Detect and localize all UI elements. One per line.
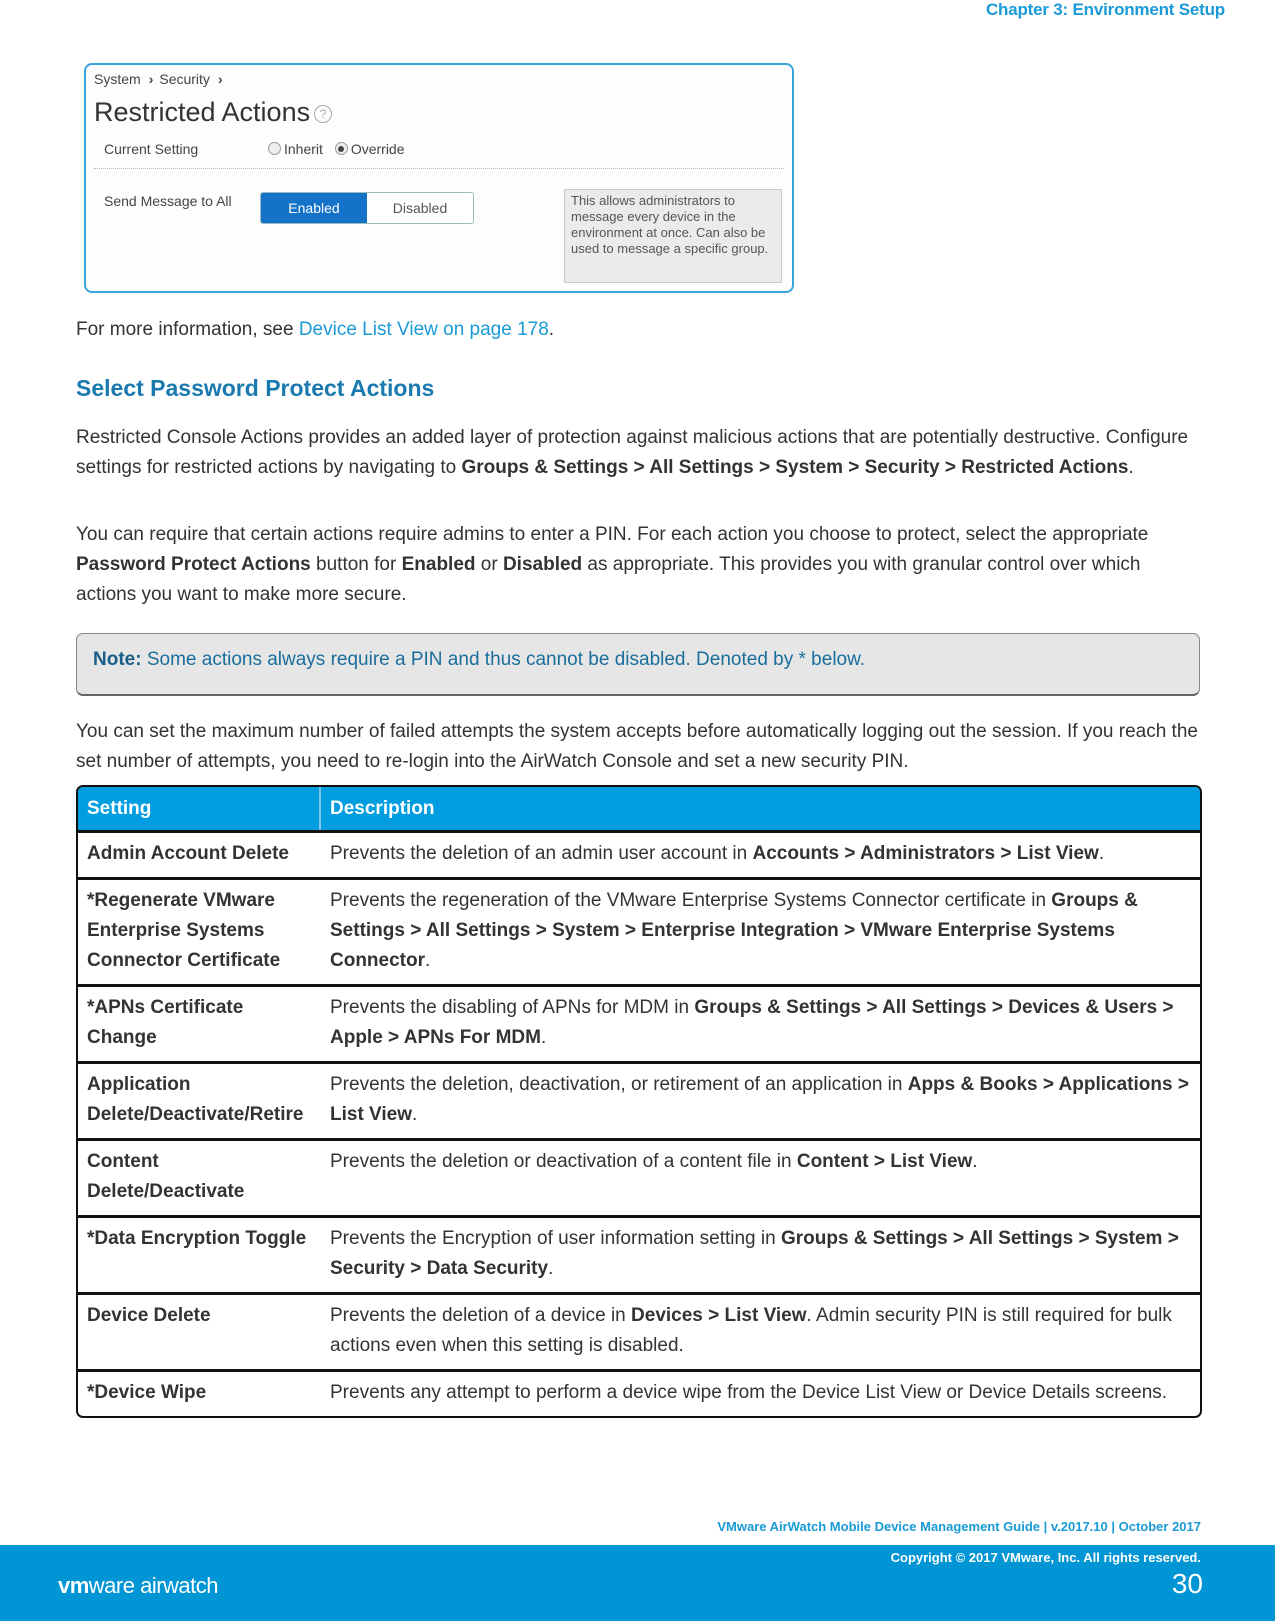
desc-text: Prevents the deletion or deactivation of a content file in bbox=[330, 1151, 797, 1172]
setting-cell: *Data Encryption Toggle bbox=[87, 1228, 307, 1249]
table-row bbox=[78, 1215, 1200, 1292]
desc-end: . bbox=[540, 1027, 547, 1048]
pin-text-c: button for bbox=[310, 554, 402, 575]
pin-text-a: You can require that certain actions require admins to enter a PIN. For each action you choose to protect, select the appropriate bbox=[76, 524, 1149, 545]
setting-cell: Application Delete/Deactivate/Retire bbox=[87, 1074, 304, 1125]
settings-table bbox=[76, 785, 1202, 1418]
desc-text: Prevents the Encryption of user information setting in bbox=[330, 1228, 781, 1249]
desc-text: Prevents the deletion of an admin user account in bbox=[330, 843, 753, 864]
note-box bbox=[76, 633, 1200, 696]
logo-airwatch: airwatch bbox=[134, 1573, 219, 1598]
help-tooltip: This allows administrators to message every device in the environment at once. Can also be used to message a specific group. bbox=[564, 189, 782, 283]
setting-cell: *Device Wipe bbox=[87, 1382, 207, 1403]
page-title-text: Restricted Actions bbox=[94, 97, 311, 127]
enabled-button[interactable]: Enabled bbox=[261, 193, 367, 223]
intro-end: . bbox=[1128, 457, 1134, 478]
desc-end: . Admin security PIN is still required for bulk actions even when this setting is disabled. bbox=[330, 1305, 1172, 1356]
device-list-view-link[interactable]: Device List View on page 178 bbox=[298, 319, 549, 340]
page-title bbox=[94, 97, 332, 128]
breadcrumb-system[interactable]: System bbox=[94, 71, 141, 87]
question-circle-icon[interactable]: ? bbox=[314, 105, 332, 123]
setting-cell: Admin Account Delete bbox=[87, 843, 289, 864]
radio-override-label: Override bbox=[350, 141, 405, 157]
description-cell bbox=[321, 1141, 1200, 1215]
desc-text: Prevents the disabling of APNs for MDM in bbox=[330, 997, 695, 1018]
current-setting-radios bbox=[268, 141, 405, 157]
note-label: Note: bbox=[93, 649, 142, 670]
more-info-paragraph bbox=[76, 315, 1200, 345]
setting-cell: Content Delete/Deactivate bbox=[87, 1151, 245, 1202]
description-cell bbox=[321, 1295, 1200, 1369]
desc-text: Prevents the deletion, deactivation, or retirement of an application in bbox=[330, 1074, 908, 1095]
description-cell bbox=[321, 1372, 1200, 1416]
desc-text: Prevents the regeneration of the VMware Enterprise Systems Connector certificate in bbox=[330, 890, 1052, 911]
setting-cell: Device Delete bbox=[87, 1305, 211, 1326]
desc-path: Devices > List View bbox=[631, 1305, 807, 1326]
description-cell bbox=[321, 880, 1200, 984]
desc-end: . bbox=[972, 1151, 978, 1172]
pin-bold-2: Enabled bbox=[401, 554, 476, 575]
chevron-right-icon: › bbox=[217, 71, 223, 87]
page-number: 30 bbox=[1171, 1568, 1203, 1599]
description-cell bbox=[321, 1218, 1200, 1292]
divider bbox=[94, 168, 784, 169]
description-cell bbox=[321, 987, 1200, 1061]
radio-override[interactable] bbox=[335, 142, 348, 155]
intro-text: Restricted Console Actions provides an added layer of protection against malicious actions that are potentially destructive. Configure settings for restricted actions by navigating to bbox=[76, 427, 1189, 478]
desc-path: Accounts > Administrators > List View bbox=[752, 843, 1099, 864]
logo-vm: vm bbox=[58, 1573, 89, 1598]
breadcrumb-security[interactable]: Security bbox=[159, 71, 210, 87]
table-row bbox=[78, 984, 1200, 1061]
more-info-suffix: . bbox=[548, 319, 555, 340]
breadcrumb bbox=[94, 71, 229, 87]
disabled-button[interactable]: Disabled bbox=[367, 193, 473, 223]
description-cell bbox=[321, 1064, 1200, 1138]
table-row bbox=[78, 1138, 1200, 1215]
table-row bbox=[78, 877, 1200, 984]
failed-attempts-paragraph: You can set the maximum number of failed attempts the system accepts before automatically logging out the session. If you reach the set number of attempts, you need to re-login into the AirWatch Console and set a new security PIN. bbox=[76, 721, 1198, 772]
desc-text: Prevents the deletion of a device in bbox=[330, 1305, 632, 1326]
desc-path: Apps & Books > Applications > List View bbox=[330, 1074, 1189, 1125]
radio-inherit[interactable] bbox=[268, 142, 281, 155]
pin-bold-1: Password Protect Actions bbox=[76, 554, 311, 575]
send-message-label: Send Message to All bbox=[104, 193, 232, 209]
desc-path: Groups & Settings > All Settings > Devices & Users > Apple > APNs For MDM bbox=[330, 997, 1174, 1048]
setting-cell: *APNs Certificate Change bbox=[87, 997, 244, 1048]
chapter-title: Chapter 3: Environment Setup bbox=[985, 0, 1225, 19]
desc-end: . bbox=[548, 1258, 554, 1279]
restricted-actions-screenshot bbox=[84, 63, 794, 293]
intro-paragraph bbox=[76, 423, 1200, 483]
header-description: Description bbox=[330, 798, 435, 819]
header-setting: Setting bbox=[78, 787, 321, 830]
setting-cell: *Regenerate VMware Enterprise Systems Connector Certificate bbox=[87, 890, 281, 971]
note-text bbox=[93, 649, 865, 671]
copyright: Copyright © 2017 VMware, Inc. All rights reserved. bbox=[890, 1550, 1201, 1565]
guide-info: VMware AirWatch Mobile Device Management Guide | v.2017.10 | October 2017 bbox=[717, 1519, 1201, 1534]
radio-inherit-label: Inherit bbox=[284, 141, 323, 157]
pin-text-e: as appropriate. This provides you with granular control over which actions you want to make more secure. bbox=[76, 554, 1141, 605]
section-heading: Select Password Protect Actions bbox=[76, 375, 435, 401]
logo-ware: ware bbox=[88, 1573, 135, 1598]
chevron-right-icon: › bbox=[148, 71, 154, 87]
desc-end: . bbox=[412, 1104, 418, 1125]
description-cell bbox=[321, 833, 1200, 877]
desc-end: . bbox=[425, 950, 431, 971]
desc-end: . bbox=[1098, 843, 1105, 864]
send-message-toggle bbox=[260, 192, 474, 224]
desc-text: Prevents any attempt to perform a device wipe from the Device List View or Device Details screens. bbox=[330, 1382, 1168, 1403]
table-header-row bbox=[78, 787, 1200, 830]
pin-paragraph bbox=[76, 520, 1200, 610]
desc-path: Groups & Settings > All Settings > System > Enterprise Integration > VMware Enterprise Systems Connector bbox=[330, 890, 1138, 971]
pin-text-d: or bbox=[475, 554, 503, 575]
current-setting-label: Current Setting bbox=[104, 141, 199, 157]
table-row bbox=[78, 1061, 1200, 1138]
table-row bbox=[78, 1292, 1200, 1369]
table-row bbox=[78, 830, 1200, 877]
vmware-airwatch-logo bbox=[58, 1573, 218, 1599]
note-body: Some actions always require a PIN and thus cannot be disabled. Denoted by * below. bbox=[141, 649, 866, 670]
nav-path: Groups & Settings > All Settings > System > Security > Restricted Actions bbox=[461, 457, 1129, 478]
more-info-prefix: For more information, see bbox=[76, 319, 299, 340]
desc-path: Content > List View bbox=[796, 1151, 973, 1172]
pin-bold-3: Disabled bbox=[502, 554, 583, 575]
desc-path: Groups & Settings > All Settings > System > Security > Data Security bbox=[330, 1228, 1179, 1279]
table-row bbox=[78, 1369, 1200, 1416]
